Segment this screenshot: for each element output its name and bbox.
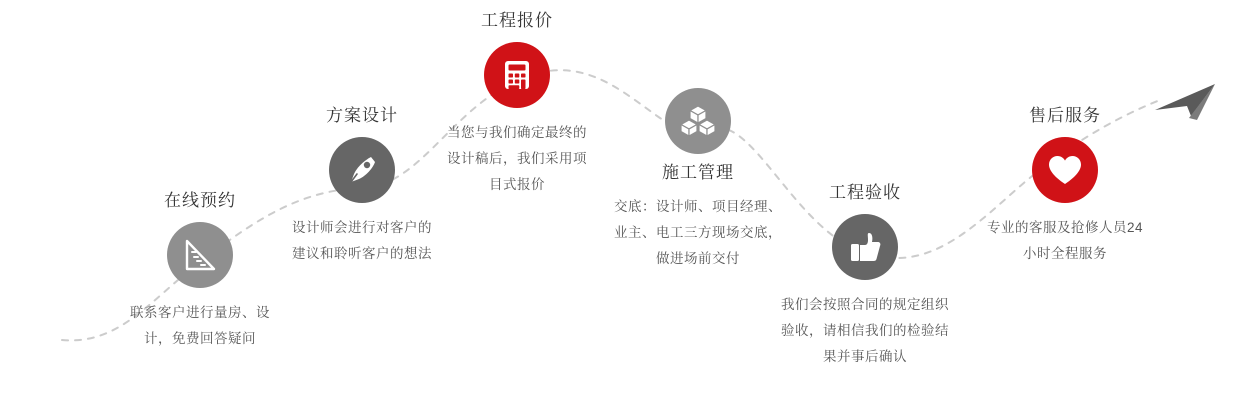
step-2[interactable] — [272, 105, 452, 267]
step-6-title: 售后服务 — [1029, 106, 1101, 125]
step-5-title: 工程验收 — [829, 183, 901, 202]
calculator-icon — [484, 42, 550, 108]
step-2-description: 设计师会进行对客户的建议和聆听客户的想法 — [292, 220, 432, 261]
step-3[interactable] — [427, 10, 607, 198]
thumbs-up-icon — [832, 214, 898, 280]
step-6-description: 专业的客服及抢修人员24小时全程服务 — [986, 220, 1144, 261]
step-1-description: 联系客户进行量房、设计，免费回答疑问 — [130, 305, 270, 346]
step-3-description: 当您与我们确定最终的设计稿后，我们采用项目式报价 — [447, 125, 587, 192]
step-1[interactable] — [110, 190, 290, 352]
step-1-title: 在线预约 — [164, 191, 236, 210]
step-6[interactable] — [975, 105, 1155, 267]
heart-icon — [1032, 137, 1098, 203]
paper-plane-arrow-icon — [1155, 84, 1215, 120]
step-5[interactable] — [775, 182, 955, 370]
ruler-square-icon — [167, 222, 233, 288]
step-2-title: 方案设计 — [326, 106, 398, 125]
step-4-title: 施工管理 — [662, 163, 734, 182]
step-4[interactable] — [608, 88, 788, 272]
boxes-stack-icon — [665, 88, 731, 154]
pen-nib-icon — [329, 137, 395, 203]
step-3-title: 工程报价 — [481, 11, 553, 30]
step-5-description: 我们会按照合同的规定组织验收，请相信我们的检验结果并事后确认 — [781, 297, 949, 364]
step-4-description: 交底：设计师、项目经理、业主、电工三方现场交底，做进场前交付 — [614, 199, 782, 266]
